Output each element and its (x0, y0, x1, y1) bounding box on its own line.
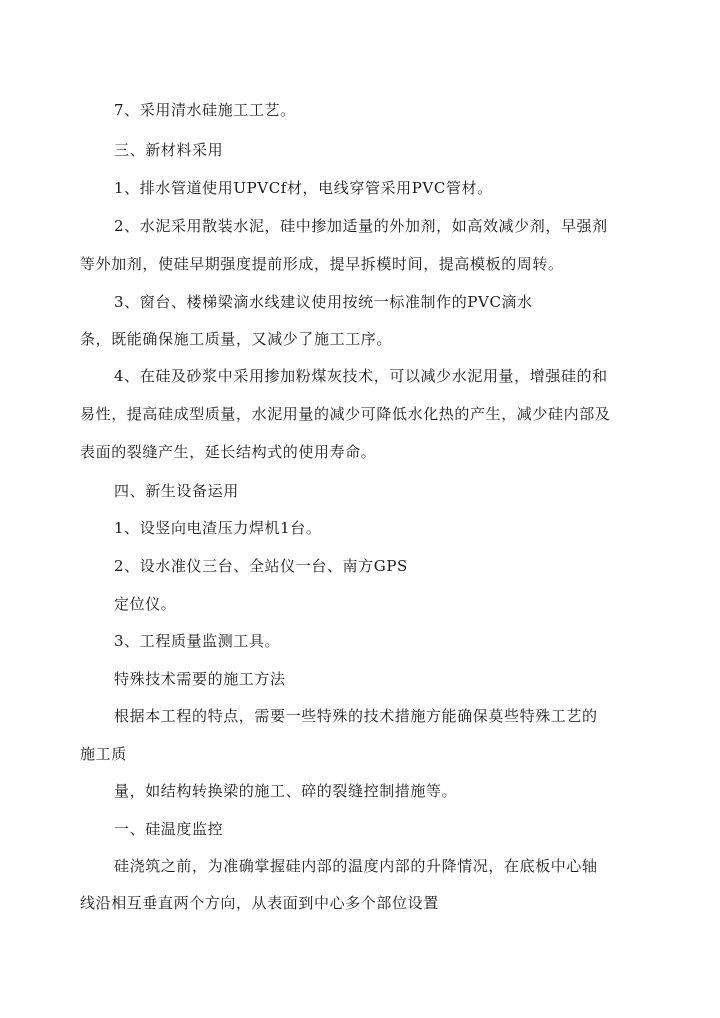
section-heading: 三、新材料采用 (114, 141, 224, 159)
section-heading: 特殊技术需要的施工方法 (114, 670, 286, 688)
text-line: 2、水泥采用散装水泥，硅中掺加适量的外加剂，如高效减少剂，早强剂 (114, 217, 608, 235)
text-line: 定位仪。 (114, 595, 177, 613)
text-line: 1、设竖向电渣压力焊机1台。 (114, 519, 322, 537)
section-heading: 一、硅温度监控 (114, 820, 224, 838)
text-line: 3、工程质量监测工具。 (114, 632, 281, 650)
text-line: 条，既能确保施工质量，又减少了施工工序。 (80, 330, 393, 348)
text-line: 易性，提高硅成型质量，水泥用量的减少可降低水化热的产生，减少硅内部及 (80, 405, 611, 423)
text-line: 2、设水准仪三台、全站仪一台、南方GPS (114, 557, 408, 575)
text-line: 4、在硅及砂浆中采用掺加粉煤灰技术，可以减少水泥用量，增强硅的和 (114, 367, 608, 385)
text-line: 等外加剂，使硅早期强度提前形成，提早拆模时间，提高模板的周转。 (80, 255, 564, 273)
text-line: 量，如结构转换梁的施工、碎的裂缝控制措施等。 (114, 782, 458, 800)
text-line: 表面的裂缝产生，延长结构式的使用寿命。 (80, 443, 377, 461)
text-line: 施工质 (80, 745, 127, 763)
text-line: 线沿相互垂直两个方向，从表面到中心多个部位设置 (80, 894, 439, 912)
text-line: 3、窗台、楼梯梁滴水线建议使用按统一标准制作的PVC滴水 (114, 293, 533, 311)
section-heading: 四、新生设备运用 (114, 482, 239, 500)
text-line: 根据本工程的特点，需要一些特殊的技术措施方能确保莫些特殊工艺的 (114, 707, 598, 725)
text-line: 硅浇筑之前，为准确掌握硅内部的温度内部的升降情况，在底板中心轴 (114, 857, 598, 875)
text-line: 7、采用清水硅施工工艺。 (114, 101, 296, 119)
text-line: 1、排水管道使用UPVCf材，电线穿管采用PVC管材。 (114, 179, 493, 197)
